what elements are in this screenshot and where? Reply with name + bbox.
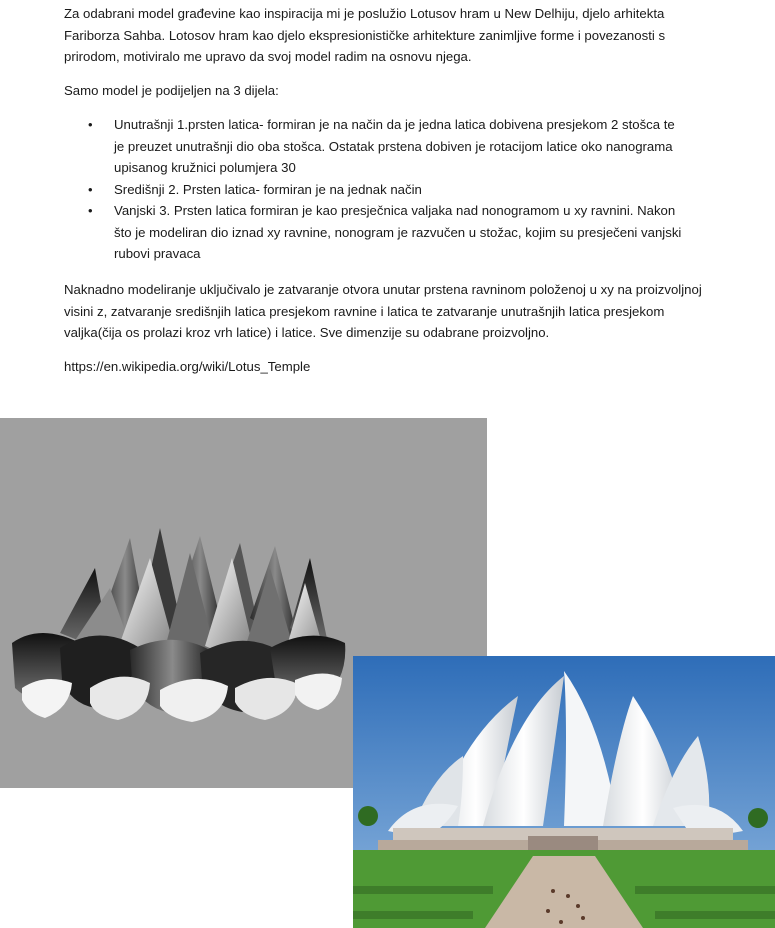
list-item-inner-ring: • Unutrašnji 1.prsten latica- formiran je na način da je jedna latica dobivena presjekom 2 stošca te je preuzet unutrašnji dio oba stošca. Ostatak prstena dobiven je rotacijom latice oko nanograma upisanog kružnici polumjera 30 xyxy=(64,114,684,179)
division-paragraph: Samo model je podijeljen na 3 dijela: xyxy=(64,83,279,98)
intro-paragraph: Za odabrani model građevine kao inspiracija mi je poslužio Lotusov hram u New Delhiju, djelo arhitekta Fariborza Sahba. Lotosov hram kao djelo ekspresionističke arhitekture zanimljive forme i povezanosti s prirodom, motiviralo me upravo da svoj model radim na osnovu njega. xyxy=(64,6,666,64)
list-item-middle-ring: • Središnji 2. Prsten latica- formiran je na jednak način xyxy=(64,179,684,201)
temple-photo-graphic xyxy=(353,656,775,928)
parts-list xyxy=(64,114,684,265)
conclusion-paragraph: Naknadno modeliranje uključivalo je zatvaranje otvora unutar prstena ravninom položenoj u xy na proizvoljnoj visini z, zatvaranje središnjih latica presjekom ravnine i latica te zatvaranje unutrašnjih latica presjekom valjka(čija os prolazi kroz vrh latice) i latice. Sve dimenzije su odabrane proizvoljno. xyxy=(64,282,702,340)
list-item-outer-ring: • Vanjski 3. Prsten latica formiran je kao presječnica valjaka nad nonogramom u xy ravnini. Nakon što je modeliran dio iznad xy ravnine, nonogram je razvučen u stožac, kojim su presječeni vanjski rubovi pravaca xyxy=(64,200,684,265)
lotus-temple-photo xyxy=(353,656,775,928)
reference-link[interactable]: https://en.wikipedia.org/wiki/Lotus_Temple xyxy=(64,359,311,374)
